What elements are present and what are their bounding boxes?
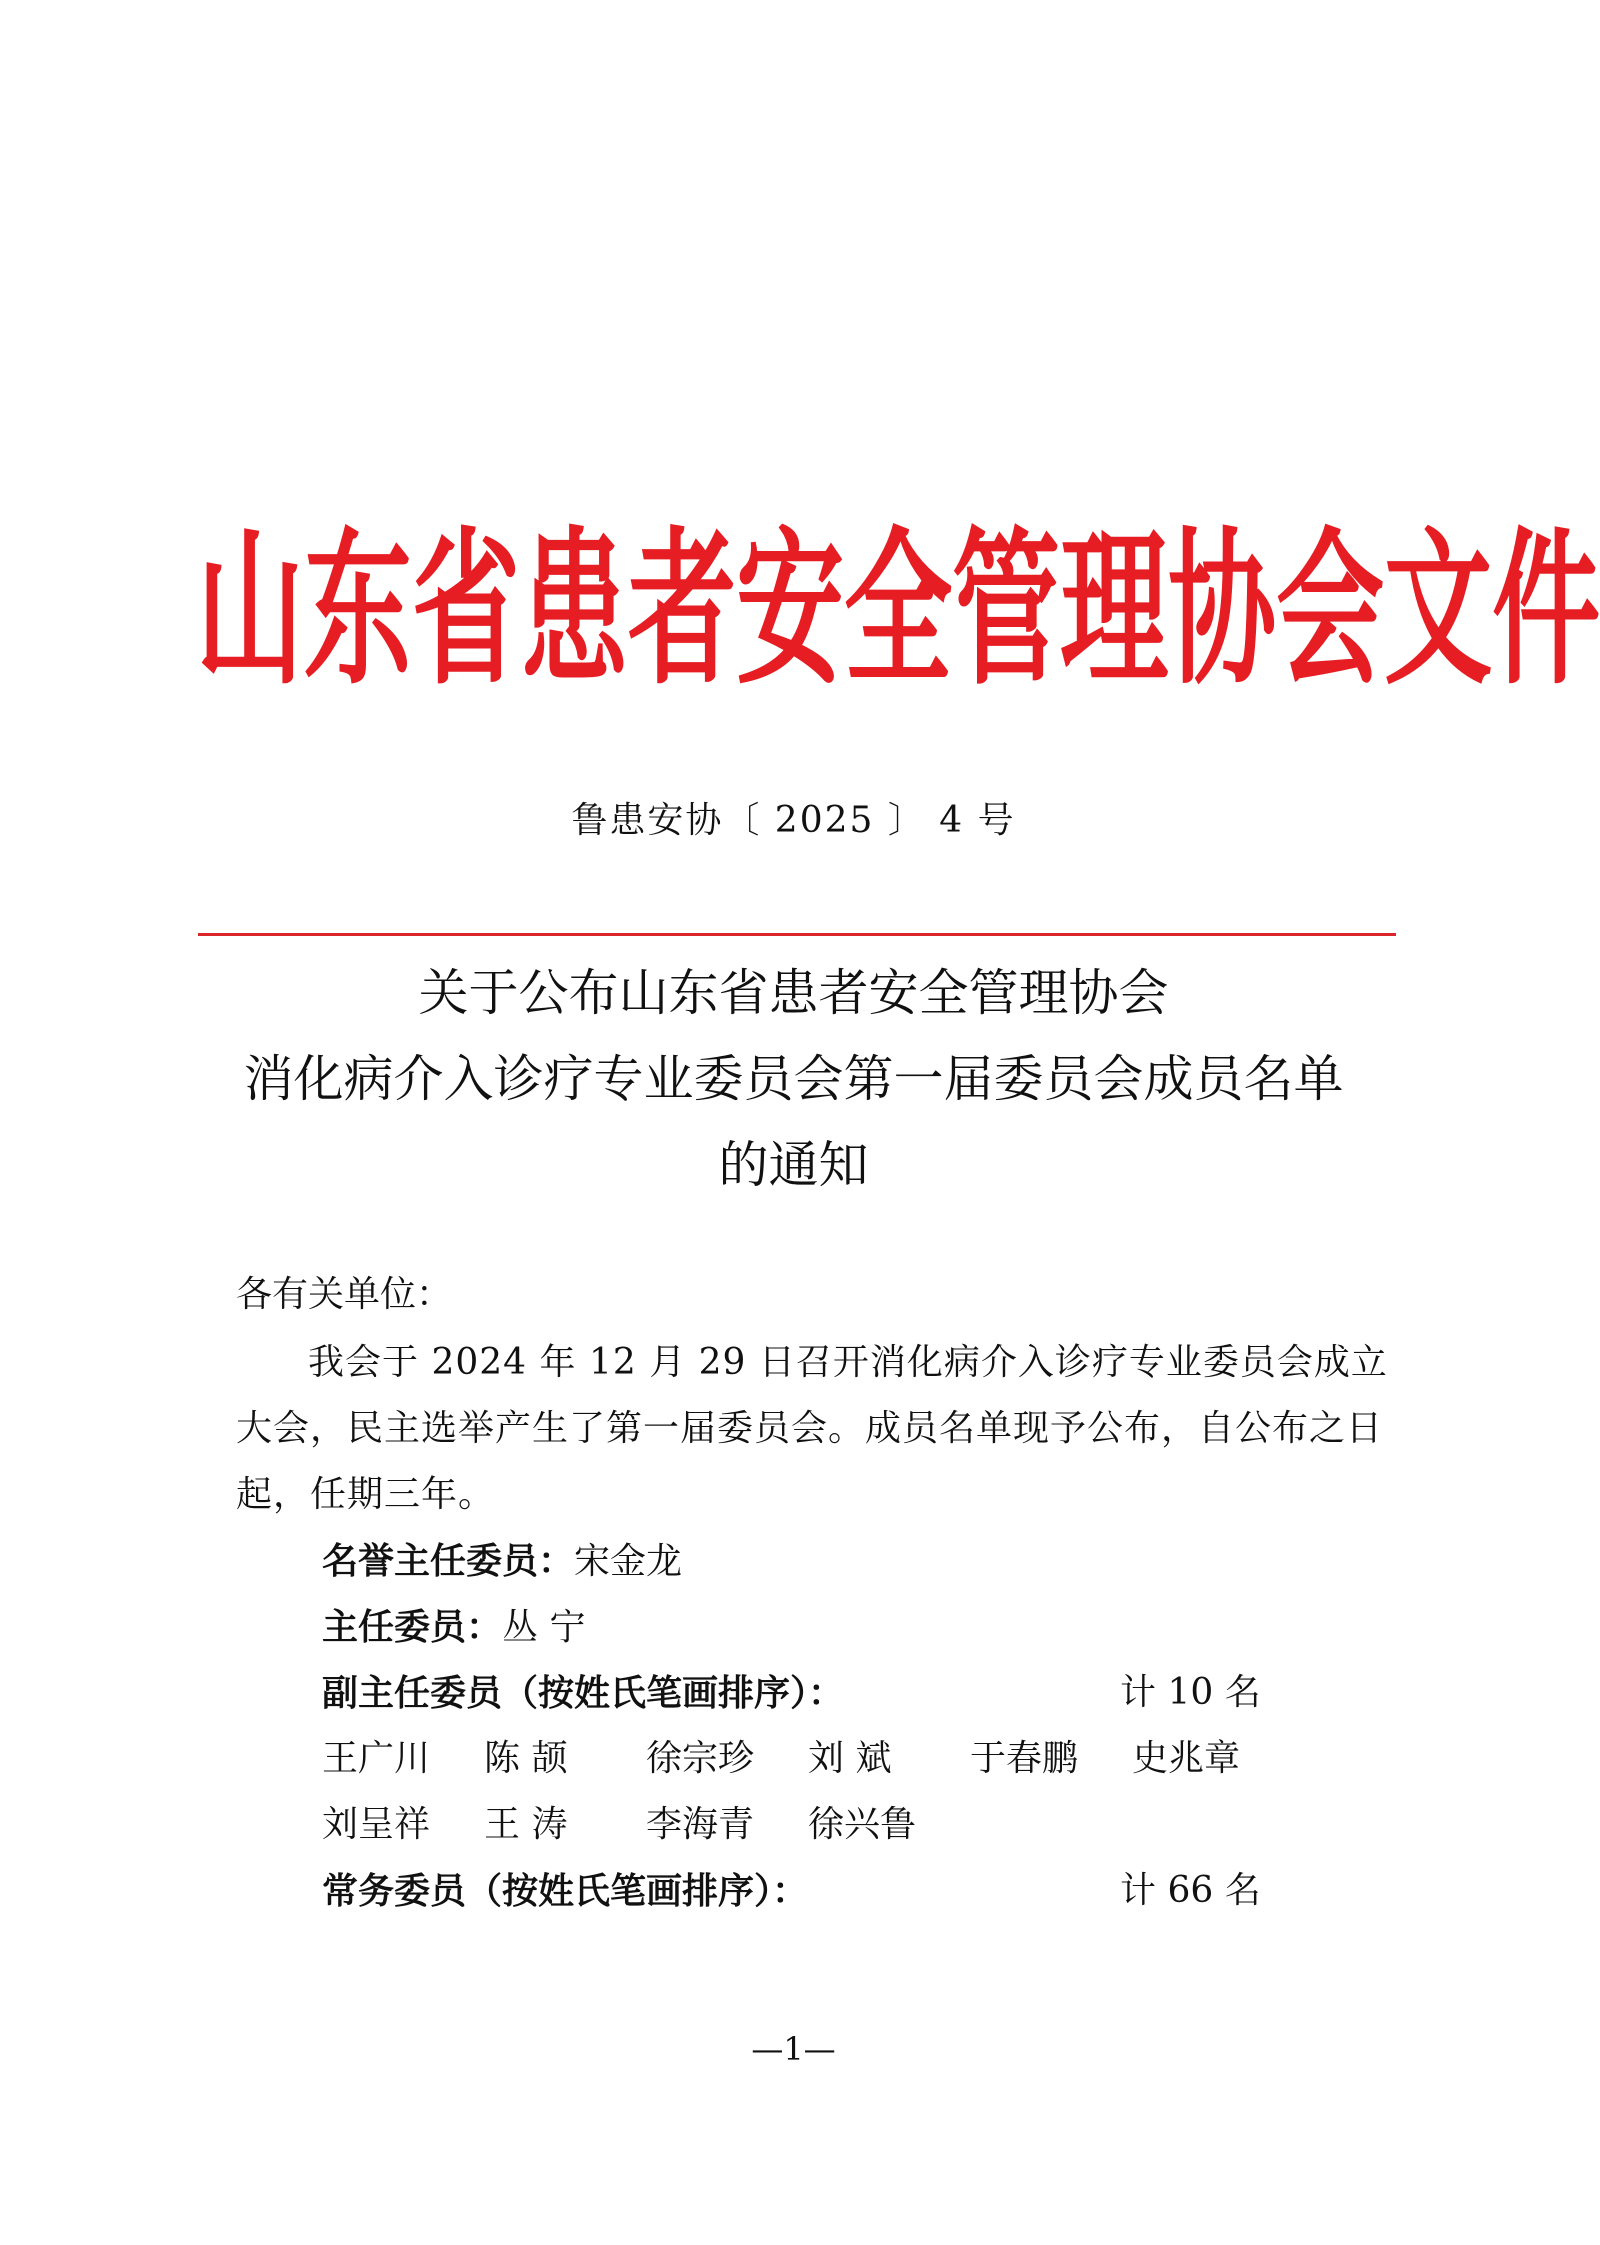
masthead-char: 协 [1168, 513, 1277, 708]
chair-name: 丛 宁 [502, 1607, 586, 1648]
member-name: 王广川 [322, 1738, 431, 1779]
title-line-1: 关于公布山东省患者安全管理协会 [418, 964, 1169, 1022]
member-name: 陈 颉 [484, 1738, 568, 1779]
member-name: 刘呈祥 [322, 1804, 431, 1845]
masthead-char: 者 [628, 513, 737, 708]
chair-line [322, 1594, 585, 1661]
vice-chair-count: 计 10 名 [1120, 1672, 1261, 1713]
title-line-2: 消化病介入诊疗专业委员会第一届委员会成员名单 [243, 1050, 1344, 1108]
masthead-char: 全 [844, 513, 953, 708]
honorary-chair-line [322, 1528, 682, 1595]
document-number: 鲁患安协〔 2025 〕 4 号 [571, 800, 1016, 841]
masthead-char: 东 [304, 513, 413, 708]
member-name: 王 涛 [484, 1804, 568, 1845]
member-name: 刘 斌 [808, 1738, 892, 1779]
standing-members-count: 计 66 名 [1120, 1870, 1261, 1911]
member-name: 于春鹏 [970, 1738, 1079, 1779]
masthead-char: 文 [1384, 513, 1493, 708]
notice-title [0, 950, 1587, 1208]
standing-members-label: 常务委员（按姓氏笔画排序）： [322, 1870, 809, 1912]
masthead-char: 管 [952, 513, 1061, 708]
member-name: 徐宗珍 [646, 1738, 755, 1779]
red-divider-line [198, 933, 1396, 936]
vice-chair-label: 副主任委员（按姓氏笔画排序）： [322, 1672, 845, 1714]
masthead-char: 省 [412, 513, 521, 708]
masthead-char: 患 [520, 513, 629, 708]
title-line-3: 的通知 [718, 1136, 869, 1194]
member-name: 史兆章 [1132, 1738, 1241, 1779]
masthead-char: 山 [196, 513, 305, 708]
masthead-title [196, 505, 1600, 708]
masthead-char: 安 [736, 513, 845, 708]
member-name: 徐兴鲁 [808, 1804, 917, 1845]
honorary-chair-name: 宋金龙 [574, 1541, 683, 1582]
honorary-chair-label: 名誉主任委员： [322, 1540, 575, 1582]
chair-label: 主任委员： [322, 1606, 503, 1648]
masthead-char: 会 [1276, 513, 1385, 708]
vice-chair-heading [322, 1660, 844, 1727]
standing-members-heading [322, 1858, 808, 1925]
vice-chair-names-row-2 [322, 1792, 970, 1858]
member-name: 李海青 [646, 1804, 755, 1845]
masthead-char: 理 [1060, 513, 1169, 708]
masthead-char: 件 [1492, 513, 1600, 708]
salutation: 各有关单位： [236, 1274, 453, 1315]
page-number: —1— [751, 2030, 836, 2068]
body-paragraph: 我会于 2024 年 12 月 29 日召开消化病介入诊疗专业委员会成立大会，民主选举产生了第一届委员会。成员名单现予公布，自公布之日起，任期三年。 [236, 1342, 1388, 1515]
vice-chair-names-row-1 [322, 1726, 1294, 1792]
